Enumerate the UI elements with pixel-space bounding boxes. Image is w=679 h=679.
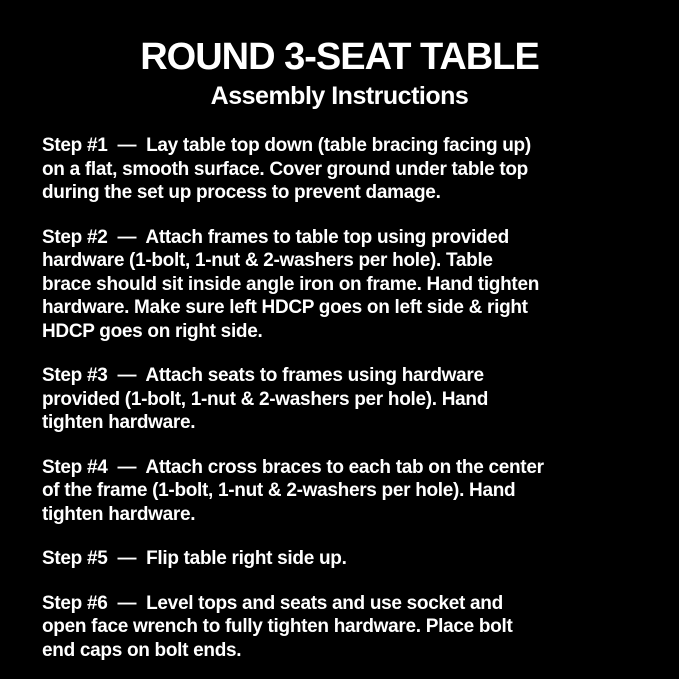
step-line: Step #1 — Lay table top down (table bracing facing up) (42, 135, 531, 156)
step-line: hardware (1-bolt, 1-nut & 2-washers per hole). Table (42, 250, 493, 271)
step-line: tighten hardware. (42, 503, 196, 525)
step-2 (42, 226, 639, 344)
step-1 (42, 134, 639, 205)
step-line: on a flat, smooth surface. Cover ground under table top (42, 158, 528, 180)
step-line: hardware. Make sure left HDCP goes on left side & right (42, 297, 528, 318)
step-line: Step #6 — Level tops and seats and use socket and (42, 592, 503, 614)
steps-list (0, 134, 679, 662)
step-line: of the frame (1-bolt, 1-nut & 2-washers per hole). Hand (42, 480, 516, 501)
step-line: during the set up process to prevent damage. (42, 182, 441, 203)
step-line: provided (1-bolt, 1-nut & 2-washers per hole). Hand (42, 388, 489, 410)
step-line: brace should sit inside angle iron on frame. Hand tighten (42, 273, 540, 295)
step-4 (42, 456, 639, 527)
page-subtitle: Assembly Instructions (210, 82, 469, 110)
step-line: tighten hardware. (42, 412, 196, 433)
step-line: end caps on bolt ends. (42, 639, 242, 661)
step-line: open face wrench to fully tighten hardware. Place bolt (42, 616, 513, 637)
step-3 (42, 364, 639, 435)
page-title: ROUND 3-SEAT TABLE (140, 36, 539, 78)
step-line: Step #3 — Attach seats to frames using hardware (42, 365, 484, 386)
step-line: Step #5 — Flip table right side up. (42, 548, 347, 569)
step-5 (42, 547, 639, 571)
step-line: Step #2 — Attach frames to table top using provided (42, 226, 509, 248)
step-line: Step #4 — Attach cross braces to each tab on the center (42, 456, 544, 478)
step-6 (42, 592, 639, 663)
step-line: HDCP goes on right side. (42, 320, 263, 342)
